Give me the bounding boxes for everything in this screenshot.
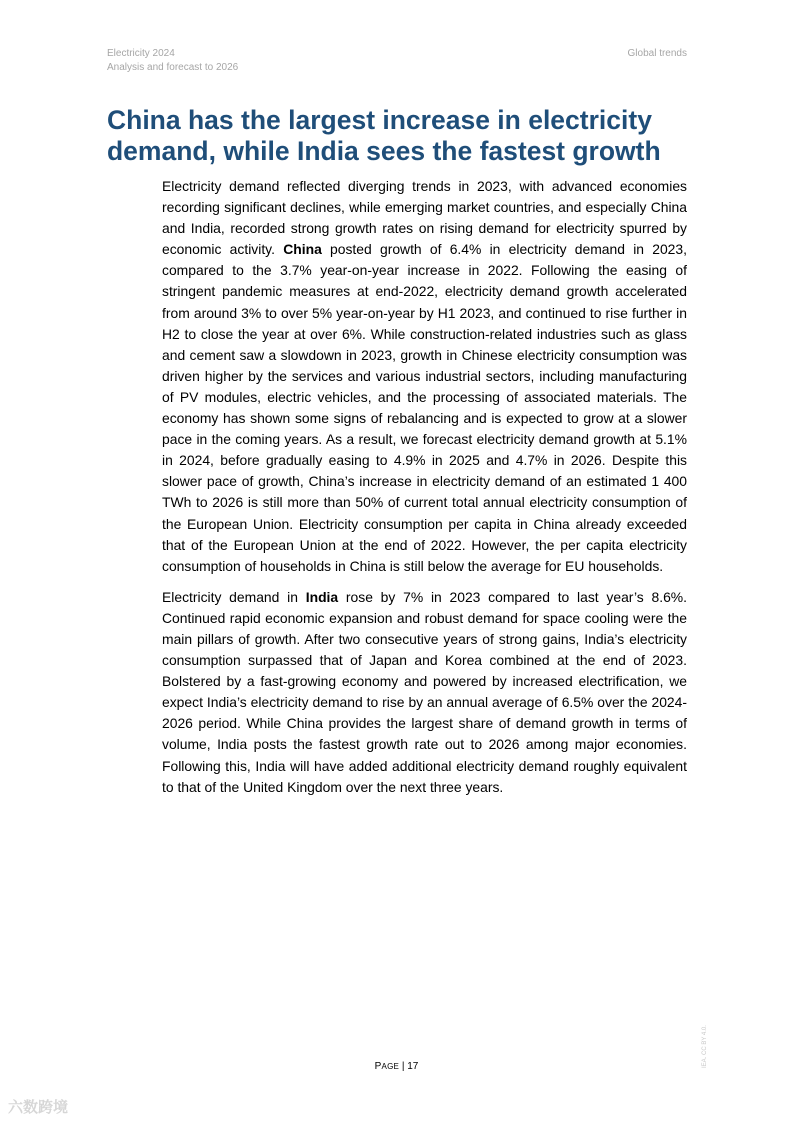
paragraph-china <box>162 176 687 577</box>
page-label <box>375 1061 399 1072</box>
body-text <box>162 176 687 808</box>
paragraph-text: Electricity demand reflected diverging trends in 2023, with advanced economies recording significant declines, while emerging market countries, and especially China and India, recorded strong growth rates on rising demand for electricity spurred by economic activity. <box>162 178 687 258</box>
paragraph-text: Electricity demand in <box>162 588 306 605</box>
page-separator: | <box>399 1061 408 1072</box>
page-label-initial: P <box>374 1061 382 1072</box>
section-label: Global trends <box>627 48 687 59</box>
bold-term-india: India <box>305 588 339 605</box>
bold-term-china: China <box>283 241 322 258</box>
report-subtitle: Analysis and forecast to 2026 <box>107 62 239 73</box>
paragraph-india <box>162 587 687 798</box>
license-note: IEA. CC BY 4.0. <box>702 1025 708 1068</box>
running-header <box>107 47 238 75</box>
watermark-logo: 六数跨境 <box>8 1099 69 1116</box>
paragraph-text: posted growth of 6.4% in electricity demand in 2023, compared to the 3.7% year-on-year increase in 2022. Following the easing of stringent pandemic measures at end-2022, electricity demand growth accelerated from around 3% to over 5% year-on-year by H1 2023, and continued to rise further in H2 to close the year at over 6%. While construction-related industries such as glass and cement saw a slowdown in 2023, growth in Chinese electricity consumption was driven higher by the services and various industrial sectors, including manufacturing of PV modules, electric vehicles, and the processing of associated materials. The economy has shown some signs of rebalancing and is expected to grow at a slower pace in the coming years. As a result, we forecast electricity demand growth at 5.1% in 2024, before gradually easing to 4.9% in 2025 and 4.7% in 2026. Despite this slower pace of growth, China’s increase in electricity demand of an estimated 1 400 TWh to 2026 is still more than 50% of current total annual electricity consumption of the European Union. Electricity consumption per capita in China already exceeded that of the European Union at the end of 2022. However, the per capita electricity consumption of households in China is still below the average for EU households. <box>162 241 687 574</box>
page-footer <box>0 1061 793 1072</box>
report-title: Electricity 2024 <box>107 48 175 59</box>
paragraph-text: rose by 7% in 2023 compared to last year’s 8.6%. Continued rapid economic expansion and robust demand for space cooling were the main pillars of growth. After two consecutive years of strong gains, India’s electricity consumption surpassed that of Japan and Korea combined at the end of 2023. Bolstered by a fast-growing economy and powered by increased electrification, we expect India’s electricity demand to rise by an annual average of 6.5% over the 2024-2026 period. While China provides the largest share of demand growth in terms of volume, India posts the fastest growth rate out to 2026 among major economies. Following this, India will have added additional electricity demand roughly equivalent to that of the United Kingdom over the next three years. <box>162 588 687 795</box>
page-number: 17 <box>407 1061 419 1072</box>
page-title: China has the largest increase in electricity demand, while India sees the fastest growth <box>107 105 661 166</box>
page-label-rest: AGE <box>381 1062 400 1071</box>
